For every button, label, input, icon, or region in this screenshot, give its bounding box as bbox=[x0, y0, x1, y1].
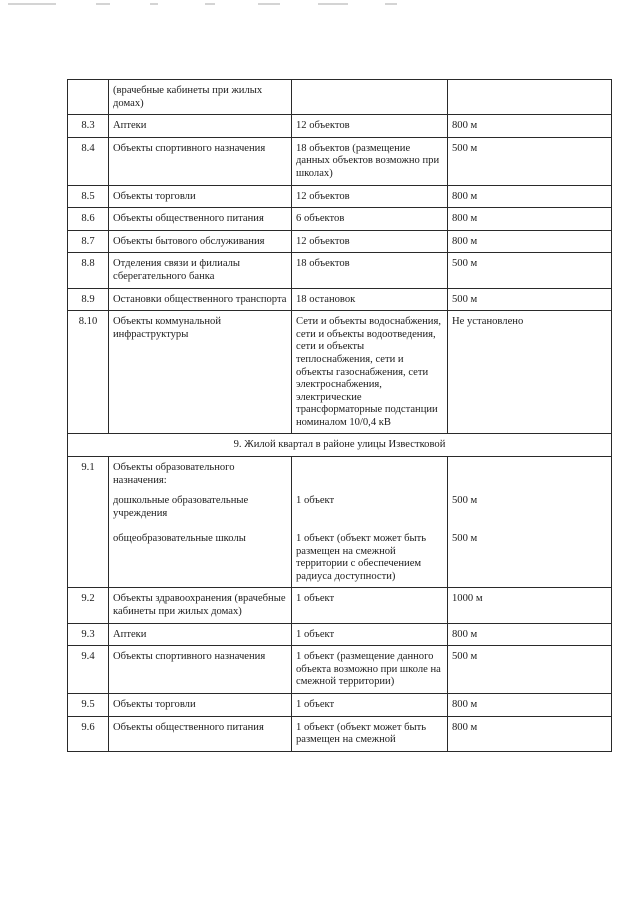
row-number: 9.4 bbox=[68, 646, 109, 694]
facility-count: 1 объект (объект может быть размещен на смежной bbox=[292, 716, 448, 751]
row-number: 8.10 bbox=[68, 311, 109, 434]
table-row bbox=[68, 288, 612, 311]
access-radius: 500 м bbox=[452, 533, 478, 545]
access-radius: 500 м bbox=[448, 253, 612, 288]
table-row bbox=[68, 457, 612, 588]
facility-count: 18 объектов (размещение данных объектов возможно при школах) bbox=[292, 137, 448, 185]
facility-name: Объекты торговли bbox=[109, 185, 292, 208]
row-number: 8.7 bbox=[68, 230, 109, 253]
facility-count: 6 объектов bbox=[292, 208, 448, 231]
row-number: 8.4 bbox=[68, 137, 109, 185]
row-number: 8.6 bbox=[68, 208, 109, 231]
access-radius: 500 м bbox=[452, 495, 478, 507]
facilities-table bbox=[67, 79, 612, 752]
facility-name: Объекты спортивного назначения bbox=[109, 137, 292, 185]
access-radius: 800 м bbox=[448, 230, 612, 253]
table-row bbox=[68, 588, 612, 623]
row-number: 9.5 bbox=[68, 694, 109, 717]
table-row bbox=[68, 185, 612, 208]
access-radius: 500 м bbox=[448, 288, 612, 311]
facility-name: Объекты здравоохранения (врачебные кабинеты при жилых домах) bbox=[109, 588, 292, 623]
row-number: 9.1 bbox=[68, 457, 109, 588]
table-row bbox=[68, 646, 612, 694]
facility-count: 1 объект bbox=[292, 694, 448, 717]
row-number: 8.9 bbox=[68, 288, 109, 311]
access-radius: 800 м bbox=[448, 185, 612, 208]
facility-count: 1 объект (объект может быть размещен на смежной территории с обеспечением радиуса доступности) bbox=[296, 533, 427, 582]
facility-name: Объекты спортивного назначения bbox=[109, 646, 292, 694]
table-row bbox=[68, 208, 612, 231]
table-row bbox=[68, 694, 612, 717]
access-radius bbox=[448, 80, 612, 115]
facility-name: Объекты торговли bbox=[109, 694, 292, 717]
facility-name: Объекты общественного питания bbox=[109, 716, 292, 751]
facility-name: Отделения связи и филиалы сберегательного банка bbox=[109, 253, 292, 288]
facility-name: Аптеки bbox=[109, 623, 292, 646]
row-number: 9.2 bbox=[68, 588, 109, 623]
row-number: 8.3 bbox=[68, 115, 109, 138]
row-number: 8.8 bbox=[68, 253, 109, 288]
table-row bbox=[68, 311, 612, 434]
section-title: 9. Жилой квартал в районе улицы Известковой bbox=[68, 434, 612, 457]
facility-count: 12 объектов bbox=[292, 230, 448, 253]
facility-count: 1 объект bbox=[292, 588, 448, 623]
table-row bbox=[68, 716, 612, 751]
access-radius: 1000 м bbox=[448, 588, 612, 623]
row-number: 8.5 bbox=[68, 185, 109, 208]
facility-name: Остановки общественного транспорта bbox=[109, 288, 292, 311]
facility-count: 18 объектов bbox=[292, 253, 448, 288]
facility-name: Аптеки bbox=[109, 115, 292, 138]
facility-count: Сети и объекты водоснабжения, сети и объекты водоотведения, сети и объекты теплоснабжения, сети и объекты газоснабжения, сети электроснабжения, электрические трансформаторные подстанции номиналом 10/0,4 кВ bbox=[292, 311, 448, 434]
section-header-row bbox=[68, 434, 612, 457]
facility-count: 1 объект bbox=[296, 495, 335, 507]
table-row bbox=[68, 253, 612, 288]
scan-artifact-strip bbox=[0, 0, 640, 10]
facility-count: 12 объектов bbox=[292, 185, 448, 208]
facility-name: (врачебные кабинеты при жилых домах) bbox=[109, 80, 292, 115]
access-radius: Не установлено bbox=[448, 311, 612, 434]
access-radius: 500 м bbox=[448, 646, 612, 694]
facility-count: 1 объект (размещение данного объекта возможно при школе на смежной территории) bbox=[292, 646, 448, 694]
facility-name: Объекты общественного питания bbox=[109, 208, 292, 231]
row-number: 9.6 bbox=[68, 716, 109, 751]
access-radius-cell bbox=[448, 457, 612, 588]
facility-count bbox=[292, 80, 448, 115]
access-radius: 800 м bbox=[448, 623, 612, 646]
facility-count: 18 остановок bbox=[292, 288, 448, 311]
access-radius: 500 м bbox=[448, 137, 612, 185]
facility-subname: общеобразовательные школы bbox=[113, 533, 246, 545]
facility-subname: дошкольные образовательные учреждения bbox=[113, 495, 249, 519]
facility-name-cell bbox=[109, 457, 292, 588]
table-row bbox=[68, 80, 612, 115]
access-radius: 800 м bbox=[448, 694, 612, 717]
access-radius: 800 м bbox=[448, 716, 612, 751]
facility-name: Объекты бытового обслуживания bbox=[109, 230, 292, 253]
facility-name: Объекты коммунальной инфраструктуры bbox=[109, 311, 292, 434]
table-row bbox=[68, 137, 612, 185]
access-radius: 800 м bbox=[448, 115, 612, 138]
facility-name: Объекты образовательного назначения: bbox=[113, 462, 235, 486]
access-radius: 800 м bbox=[448, 208, 612, 231]
table-row bbox=[68, 115, 612, 138]
table-row bbox=[68, 623, 612, 646]
table-row bbox=[68, 230, 612, 253]
facility-count: 1 объект bbox=[292, 623, 448, 646]
facility-count-cell bbox=[292, 457, 448, 588]
facility-count: 12 объектов bbox=[292, 115, 448, 138]
row-number bbox=[68, 80, 109, 115]
row-number: 9.3 bbox=[68, 623, 109, 646]
